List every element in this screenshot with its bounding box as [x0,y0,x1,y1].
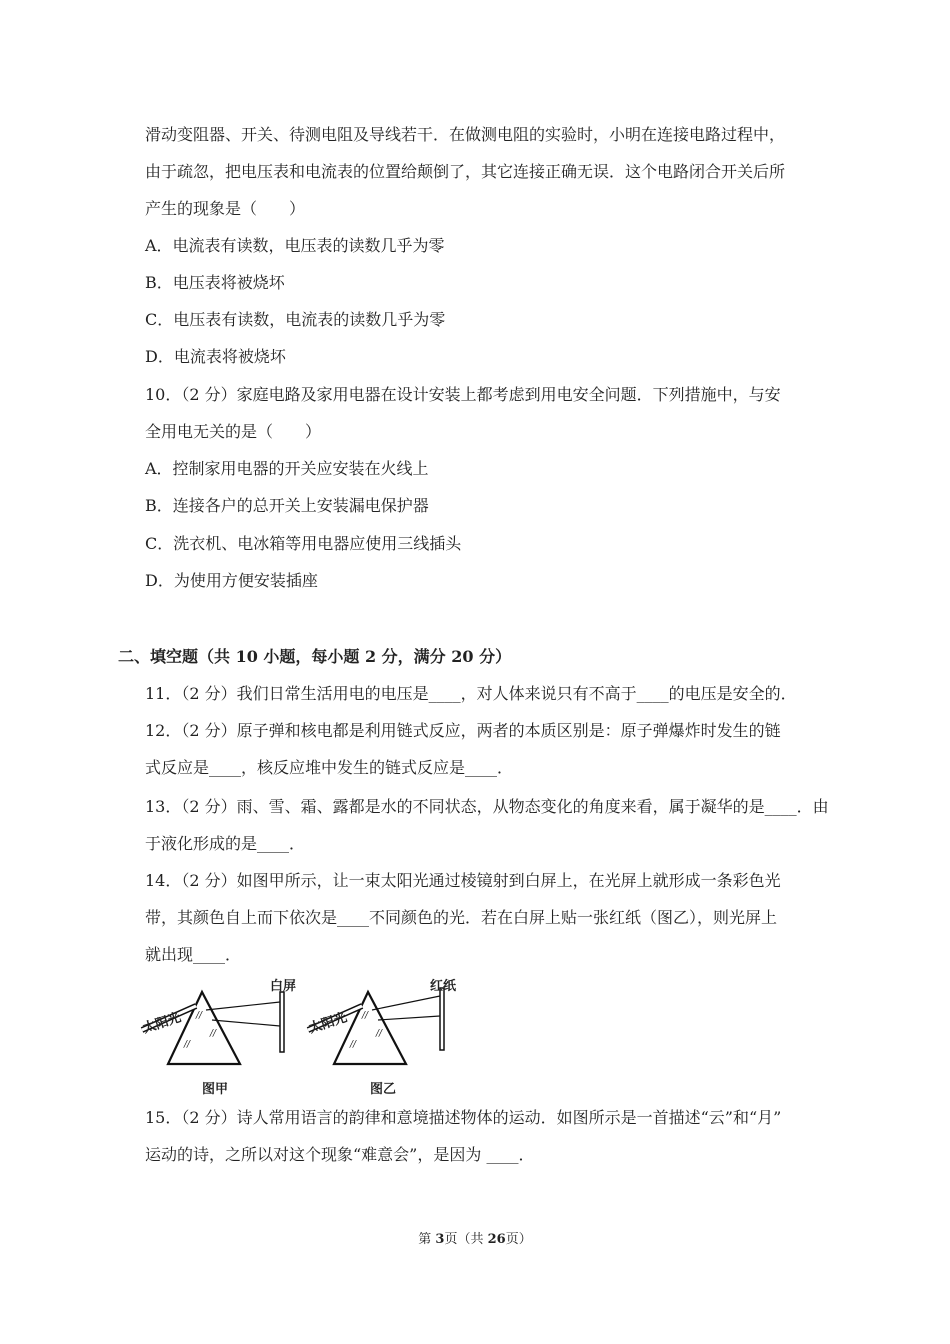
white-screen-label: 白屏 [270,979,297,994]
q14-text-line-1: 14．（2 分）如图甲所示，让一束太阳光通过棱镜射到白屏上，在光屏上就形成一条彩色光 [145,871,781,890]
prism-left [168,992,240,1064]
footer-total-pages: 26 [487,1232,506,1247]
q9-text-line-1: 滑动变阻器、开关、待测电阻及导线若干．在做测电阻的实验时，小明在连接电路过程中， [145,125,786,144]
q12-text-line-1: 12．（2 分）原子弹和核电都是利用链式反应，两者的本质区别是：原子弹爆炸时发生的链 [145,721,781,740]
q10-option-a: A．控制家用电器的开关应安装在火线上 [145,459,429,478]
figure-caption-left: 图甲 [202,1082,229,1097]
svg-text://: // [376,1029,383,1039]
red-paper-screen [440,988,444,1050]
q14-text-line-3: 就出现____． [145,945,242,964]
q10-text-line-2: 全用电无关的是（ ） [145,422,322,441]
q10-option-b: B．连接各户的总开关上安装漏电保护器 [145,496,429,515]
q9-option-c: C．电压表有读数，电流表的读数几乎为零 [145,310,446,329]
q9-text-line-3: 产生的现象是（ ） [145,199,306,218]
q13-text-line-2: 于液化形成的是____． [145,834,306,853]
svg-text://: // [184,1040,191,1050]
footer-page-number: 3 [435,1232,445,1247]
sunlight-label-left: 太阳光 [141,1010,183,1037]
white-screen [280,992,284,1052]
page-footer [0,1228,950,1247]
red-paper-label: 红纸 [430,979,457,994]
q9-option-a: A．电流表有读数，电压表的读数几乎为零 [145,236,445,255]
q9-text-line-2: 由于疏忽，把电压表和电流表的位置给颠倒了，其它连接正确无误．这个电路闭合开关后所 [145,162,786,181]
figure-caption-right: 图乙 [370,1082,397,1097]
q15-text-line-1: 15．（2 分）诗人常用语言的韵律和意境描述物体的运动．如图所示是一首描述“云”和“月” [145,1108,782,1127]
q10-text-line-1: 10．（2 分）家庭电路及家用电器在设计安装上都考虑到用电安全问题．下列措施中，与安 [145,385,781,404]
q14-text-line-2: 带，其颜色自上而下依次是____不同颜色的光．若在白屏上贴一张红纸（图乙），则光屏上 [145,908,778,927]
svg-text://: // [350,1040,357,1050]
section-heading: 二、填空题（共 10 小题，每小题 2 分，满分 20 分） [118,647,512,666]
footer-suffix: 页） [505,1232,532,1247]
footer-prefix: 第 [418,1232,436,1247]
q10-option-c: C．洗衣机、电冰箱等用电器应使用三线插头 [145,534,462,553]
prism-right [334,992,406,1064]
q9-option-b: B．电压表将被烧坏 [145,273,285,292]
sunlight-label-right: 太阳光 [307,1010,349,1037]
q9-option-d: D．电流表将被烧坏 [145,347,286,366]
prism-figure [140,972,470,1100]
q10-option-d: D．为使用方便安装插座 [145,571,318,590]
q12-text-line-2: 式反应是____，核反应堆中发生的链式反应是____． [145,758,514,777]
prism-diagrams [140,972,470,1100]
svg-text://: // [196,1011,203,1021]
svg-text://: // [362,1011,369,1021]
q15-text-line-2: 运动的诗，之所以对这个现象“难意会”，是因为 ____． [145,1145,535,1164]
svg-text://: // [210,1029,217,1039]
footer-mid: 页（共 [444,1232,488,1247]
q13-text-line-1: 13．（2 分）雨、雪、霜、露都是水的不同状态，从物态变化的角度来看，属于凝华的是____．由 [145,797,829,816]
q11-text: 11．（2 分）我们日常生活用电的电压是____，对人体来说只有不高于____的电压是安全的． [145,684,797,703]
